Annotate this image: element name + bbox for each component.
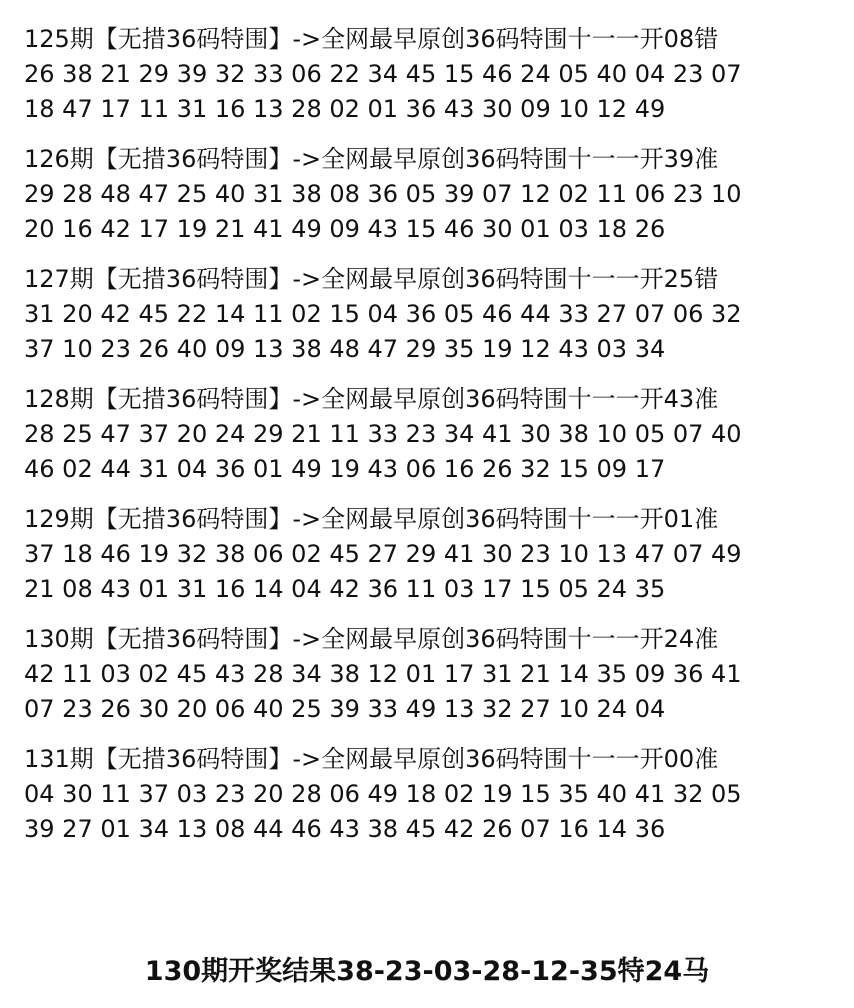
number-row: 26 38 21 29 39 32 33 06 22 34 45 15 46 24 05 40 04 23 07: [24, 60, 742, 88]
entry-header: 127期【无措36码特围】->全网最早原创36码特围十一一开25错: [24, 265, 719, 293]
number-row: 21 08 43 01 31 16 14 04 42 36 11 03 17 15 05 24 35: [24, 575, 666, 603]
entry-126: [24, 142, 834, 247]
number-row: 04 30 11 37 03 23 20 28 06 49 18 02 19 15 35 40 41 32 05: [24, 780, 742, 808]
number-row: 18 47 17 11 31 16 13 28 02 01 36 43 30 09 10 12 49: [24, 95, 666, 123]
entry-header: 129期【无措36码特围】->全网最早原创36码特围十一一开01准: [24, 505, 719, 533]
entry-130: [24, 622, 834, 727]
entry-header: 128期【无措36码特围】->全网最早原创36码特围十一一开43准: [24, 385, 719, 413]
entry-header: 131期【无措36码特围】->全网最早原创36码特围十一一开00准: [24, 745, 719, 773]
entry-127: [24, 262, 834, 367]
number-row: 28 25 47 37 20 24 29 21 11 33 23 34 41 30 38 10 05 07 40: [24, 420, 742, 448]
number-row: 46 02 44 31 04 36 01 49 19 43 06 16 26 32 15 09 17: [24, 455, 666, 483]
entry-128: [24, 382, 834, 487]
draw-result: 130期开奖结果38-23-03-28-12-35特24马: [144, 956, 710, 987]
entry-header: 130期【无措36码特围】->全网最早原创36码特围十一一开24准: [24, 625, 719, 653]
number-row: 37 10 23 26 40 09 13 38 48 47 29 35 19 12 43 03 34: [24, 335, 666, 363]
entry-129: [24, 502, 834, 607]
entry-131: [24, 742, 834, 847]
number-row: 31 20 42 45 22 14 11 02 15 04 36 05 46 44 33 27 07 06 32: [24, 300, 742, 328]
number-row: 29 28 48 47 25 40 31 38 08 36 05 39 07 12 02 11 06 23 10: [24, 180, 742, 208]
number-row: 07 23 26 30 20 06 40 25 39 33 49 13 32 27 10 24 04: [24, 695, 666, 723]
number-row: 37 18 46 19 32 38 06 02 45 27 29 41 30 23 10 13 47 07 49: [24, 540, 742, 568]
number-row: 42 11 03 02 45 43 28 34 38 12 01 17 31 21 14 35 09 36 41: [24, 660, 742, 688]
entry-header: 125期【无措36码特围】->全网最早原创36码特围十一一开08错: [24, 25, 719, 53]
prediction-list: [24, 22, 834, 862]
number-row: 39 27 01 34 13 08 44 46 43 38 45 42 26 07 16 14 36: [24, 815, 666, 843]
entry-header: 126期【无措36码特围】->全网最早原创36码特围十一一开39准: [24, 145, 719, 173]
number-row: 20 16 42 17 19 21 41 49 09 43 15 46 30 01 03 18 26: [24, 215, 666, 243]
entry-125: [24, 22, 834, 127]
